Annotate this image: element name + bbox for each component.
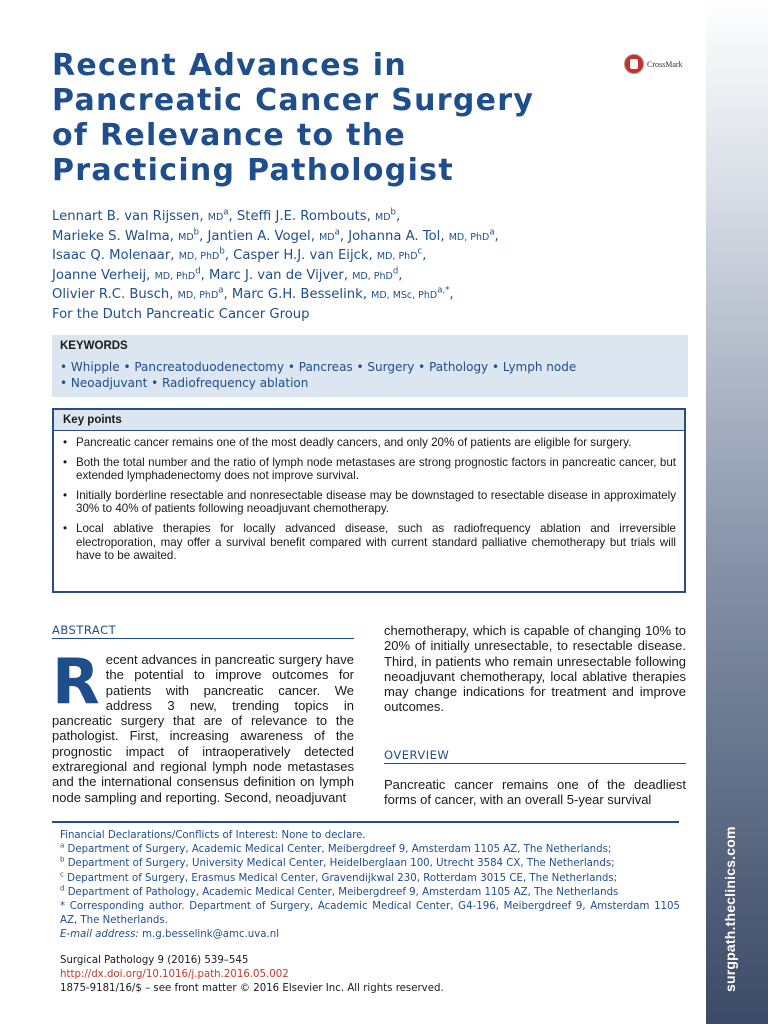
abstract-text — [52, 645, 354, 805]
crossmark-button[interactable] — [624, 54, 683, 74]
title-line: Recent Advances in — [52, 48, 408, 83]
key-points-list — [54, 436, 684, 563]
corresponding-author: * Corresponding author. Department of Surgery, Academic Medical Center, G4-196, Meibergdreef 9, Amsterdam 1105 AZ, The Netherlands. — [60, 901, 680, 927]
journal-url[interactable]: surgpath.theclinics.com — [722, 826, 738, 992]
email-label: E-mail address: — [60, 929, 139, 941]
group-line: For the Dutch Pancreatic Cancer Group — [52, 306, 310, 322]
author-list — [52, 208, 612, 325]
key-point: • Local ablative therapies for locally advanced disease, such as radiofrequency ablation and irreversible electroporation, may offer a survival benefit compared with current standard palliative chemotherapy but trials will have to be awaited. — [54, 522, 676, 563]
author: Marieke S. Walma, $MD^b$, — [52, 227, 208, 244]
key-points-box — [52, 408, 686, 593]
crossmark-icon — [624, 54, 644, 74]
article-title — [52, 48, 612, 188]
footnotes — [60, 829, 680, 943]
author: Casper H.J. van Eijck, MD, PhD$^c$, — [233, 246, 427, 264]
affiliation: $^c$ Department of Surgery, Erasmus Medical Center, Gravendijkwal 230, Rotterdam 3015 CE, The Netherlands; — [60, 870, 618, 884]
keywords-title: KEYWORDS — [60, 340, 128, 352]
abstract-heading: ABSTRACT — [52, 623, 354, 639]
doi-link[interactable]: http://dx.doi.org/10.1016/j.path.2016.05.002 — [60, 968, 289, 980]
author: Marc J. van de Vijver, MD, PhD$^d$, — [208, 266, 403, 283]
key-point: • Both the total number and the ratio of lymph node metastases are strong prognostic factors in pancreatic cancer, but extended lymphadenectomy does not improve survival. — [54, 456, 676, 483]
author: Lennart B. van Rijssen, $MD^a$, — [52, 207, 237, 224]
keywords-line: • Whipple • Pancreatoduodenectomy • Pancreas • Surgery • Pathology • Lymph node — [60, 360, 577, 374]
disclosure: Financial Declarations/Conflicts of Interest: None to declare. — [60, 830, 366, 841]
affiliation: $^a$ Department of Surgery, Academic Medical Center, Meibergdreef 9, Amsterdam 1105 AZ, The Netherlands; — [60, 841, 612, 856]
author: Marc G.H. Besselink, MD, MSc, PhD$^{a,*}$, — [231, 285, 454, 303]
abstract-continued: chemotherapy, which is capable of changing 10% to 20% of initially unresectable, to resectable disease. Third, in patients who remain unresectable following neoadjuvant chemotherapy, local ablative therapies may change indications for treatment and improve outcomes. — [384, 623, 686, 715]
dropcap: R — [52, 645, 100, 718]
author: Steffi J.E. Rombouts, $MD^b$, — [236, 207, 401, 224]
key-points-title: Key points — [54, 410, 684, 431]
crossmark-label: CrossMark — [647, 59, 683, 69]
abstract-body: ecent advances in pancreatic surgery have the potential to improve outcomes for patients with pancreatic cancer. We address 3 new, trending topics in pancreatic surgery that are of relevance to the pathologist. First, increasing awareness of the prognostic impact of intraoperatively detected extraregional and regional lymph node metastases and the international consensus definition on lymph node sampling and reporting. Second, neoadjuvant — [52, 652, 354, 805]
email-link[interactable]: m.g.besselink@amc.uva.nl — [142, 929, 280, 941]
overview-text: Pancreatic cancer remains one of the deadliest forms of cancer, with an overall 5-year survival — [384, 777, 686, 808]
email-line — [60, 928, 680, 942]
citation-block — [60, 954, 444, 995]
author: Jantien A. Vogel, $MD^a$, — [207, 227, 349, 244]
affiliation: $^b$ Department of Surgery, University Medical Center, Heidelberglaan 100, Utrecht 3584 CX, The Netherlands; — [60, 856, 615, 870]
keywords-box — [52, 335, 688, 397]
title-line: of Relevance to the — [52, 118, 407, 153]
key-point: • Initially borderline resectable and nonresectable disease may be downstaged to resectable disease in approximately 30% to 40% of patients following neoadjuvant chemotherapy. — [54, 489, 676, 516]
title-line: Pancreatic Cancer Surgery — [52, 83, 535, 118]
author: Isaac Q. Molenaar, MD, PhD$^b$, — [52, 246, 234, 264]
title-line: Practicing Pathologist — [52, 153, 454, 188]
key-point: • Pancreatic cancer remains one of the most deadly cancers, and only 20% of patients are eligible for surgery. — [54, 436, 676, 450]
author: Olivier R.C. Busch, MD, PhD$^a$, — [52, 285, 232, 303]
copyright: 1875-9181/16/$ – see front matter © 2016 Elsevier Inc. All rights reserved. — [60, 982, 444, 994]
keywords-line: • Neoadjuvant • Radiofrequency ablation — [60, 376, 309, 390]
footnote-divider — [52, 821, 679, 823]
author: Johanna A. Tol, MD, PhD$^a$, — [348, 227, 499, 244]
author: Joanne Verheij, MD, PhD$^d$, — [52, 266, 209, 283]
affiliation: $^d$ Department of Pathology, Academic Medical Center, Meibergdreef 9, Amsterdam 1105 AZ, The Netherlands — [60, 884, 619, 898]
overview-heading: OVERVIEW — [384, 748, 686, 764]
journal-citation: Surgical Pathology 9 (2016) 539–545 — [60, 955, 249, 966]
